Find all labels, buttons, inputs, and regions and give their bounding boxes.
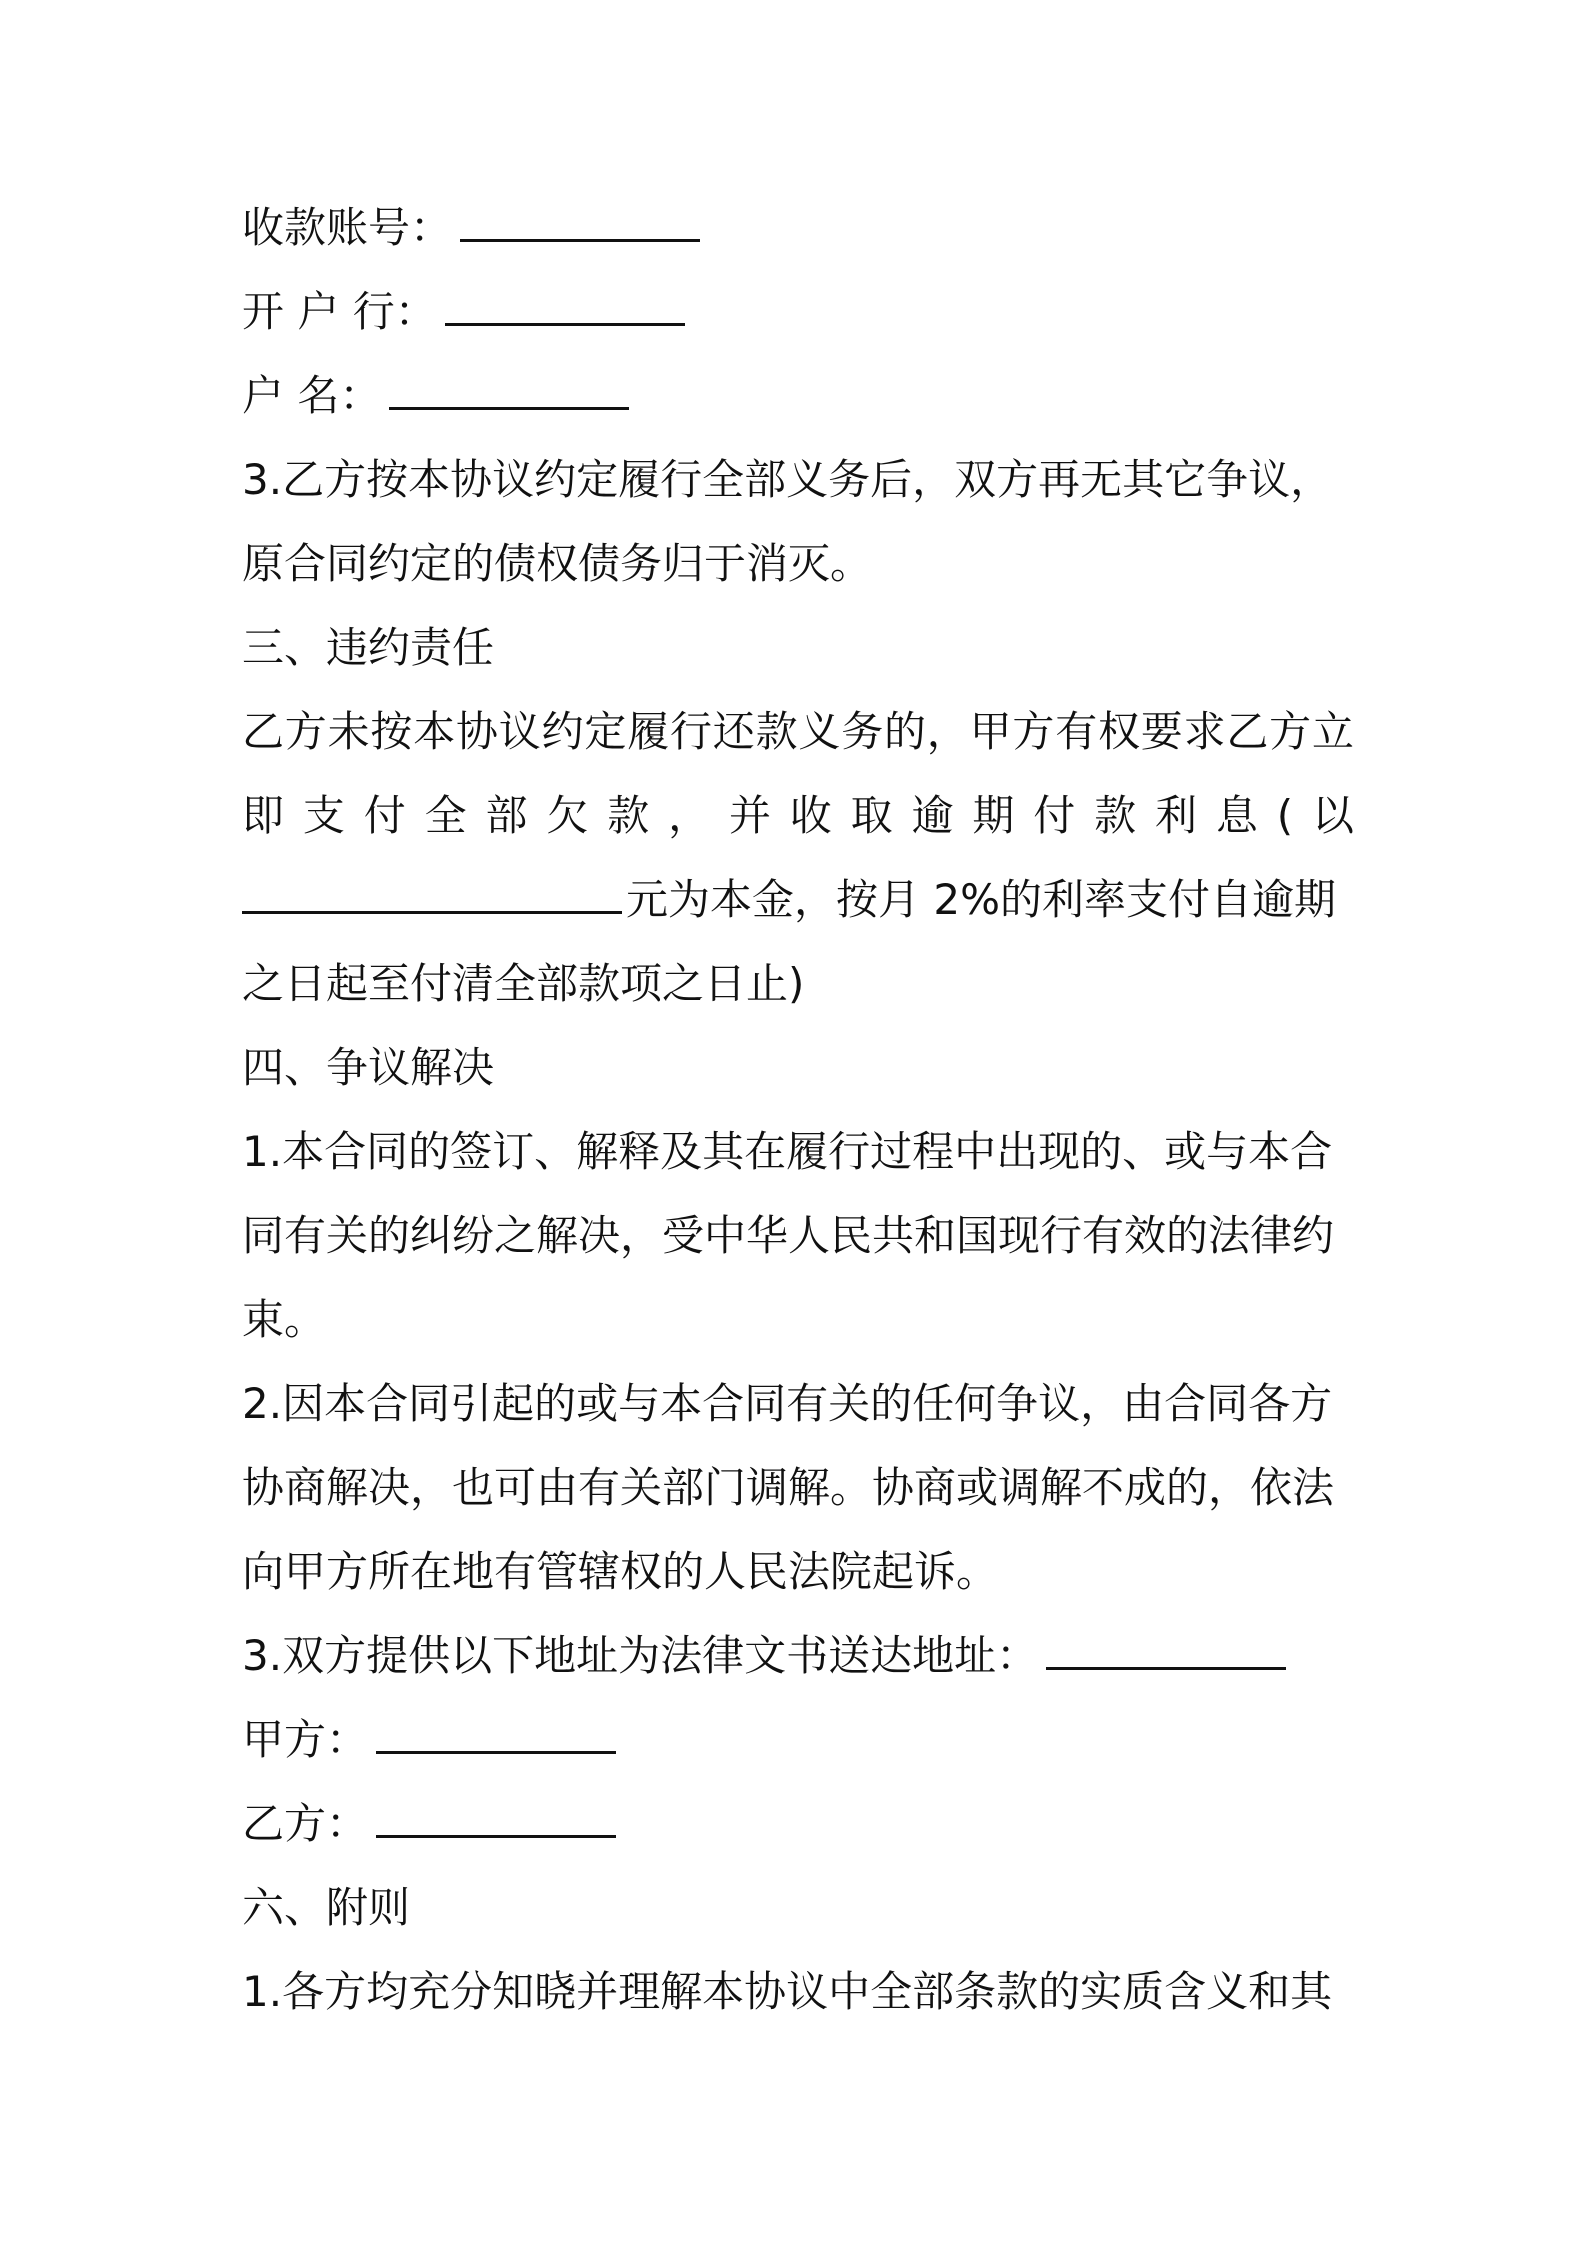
breach-line-3 <box>242 858 1354 942</box>
party-a-blank <box>376 1701 616 1754</box>
account-name-blank <box>389 357 629 410</box>
breach-line-4: 之日起至付清全部款项之日止) <box>242 959 805 1008</box>
account-number-blank <box>460 189 700 242</box>
service-address-label: 3.双方提供以下地址为法律文书送达地址： <box>242 1631 1039 1680</box>
dispute-3-line <box>242 1614 1354 1698</box>
section-heading-dispute: 四、争议解决 <box>242 1043 495 1092</box>
supplementary-1-line-1: 1.各方均充分知晓并理解本协议中全部条款的实质含义和其 <box>242 1967 1333 2016</box>
party-b-label: 乙方： <box>242 1799 369 1848</box>
principal-blank <box>242 861 622 914</box>
dispute-2-line-3: 向甲方所在地有管辖权的人民法院起诉。 <box>242 1547 999 1596</box>
account-name-line <box>242 354 1354 438</box>
account-number-label: 收款账号： <box>242 203 453 252</box>
party-a-label: 甲方： <box>242 1715 369 1764</box>
section-heading-breach: 三、违约责任 <box>242 623 495 672</box>
breach-line-2: 即支付全部欠款，并收取逾期付款利息(以 <box>242 791 1354 840</box>
party-b-line <box>242 1782 1354 1866</box>
dispute-1-line-3: 束。 <box>242 1295 327 1344</box>
account-number-line <box>242 186 1354 270</box>
dispute-2-line-2: 协商解决，也可由有关部门调解。协商或调解不成的，依法 <box>242 1463 1335 1512</box>
party-a-line <box>242 1698 1354 1782</box>
dispute-2-line-1: 2.因本合同引起的或与本合同有关的任何争议，由合同各方 <box>242 1379 1333 1428</box>
breach-line-3-text: 元为本金，按月 2%的利率支付自逾期 <box>626 875 1336 924</box>
clause-3-line-1: 3.乙方按本协议约定履行全部义务后，双方再无其它争议， <box>242 455 1333 504</box>
breach-line-1: 乙方未按本协议约定履行还款义务的，甲方有权要求乙方立 <box>242 707 1354 756</box>
bank-label: 开 户 行： <box>242 287 437 336</box>
bank-line <box>242 270 1354 354</box>
dispute-1-line-1: 1.本合同的签订、解释及其在履行过程中出现的、或与本合 <box>242 1127 1333 1176</box>
clause-3-line-2: 原合同约定的债权债务归于消灭。 <box>242 539 873 588</box>
party-b-blank <box>376 1785 616 1838</box>
account-name-label: 户 名： <box>242 371 382 420</box>
bank-blank <box>445 273 685 326</box>
service-address-blank <box>1046 1617 1286 1670</box>
dispute-1-line-2: 同有关的纠纷之解决，受中华人民共和国现行有效的法律约 <box>242 1211 1335 1260</box>
section-heading-supplementary: 六、附则 <box>242 1883 411 1932</box>
